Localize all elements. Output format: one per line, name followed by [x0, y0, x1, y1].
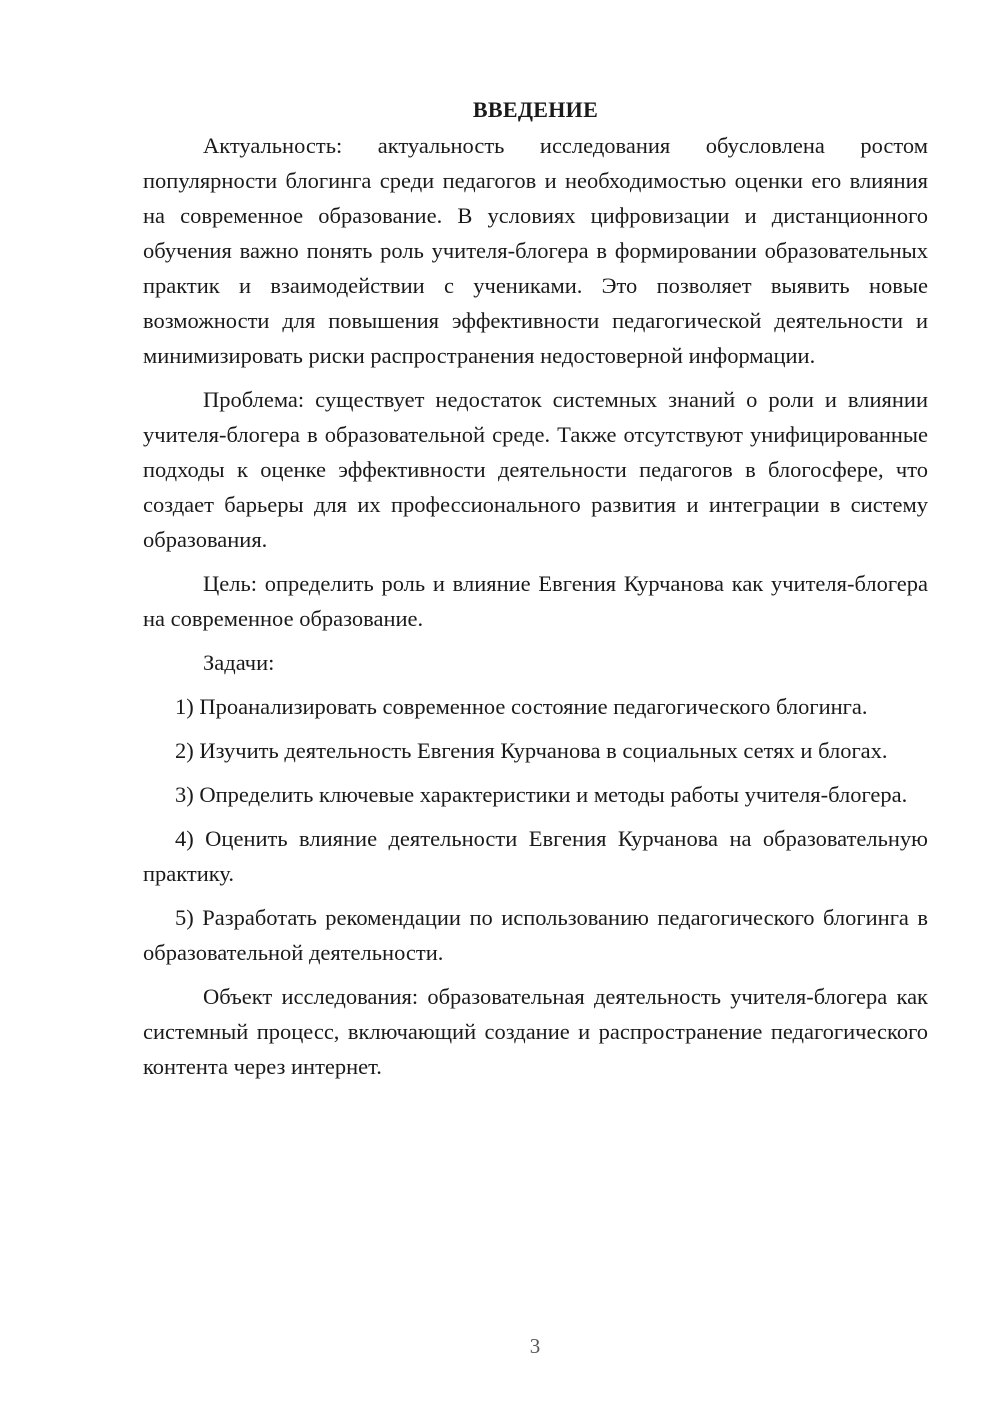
object-paragraph: Объект исследования: образовательная деятельность учителя-блогера как системный процесс, включающий создание и распространение педагогического контента через интернет. [143, 984, 928, 1079]
page-number: 3 [529, 1334, 541, 1358]
goal-paragraph: Цель: определить роль и влияние Евгения Курчанова как учителя-блогера на современное образование. [143, 571, 928, 631]
relevance-paragraph: Актуальность: актуальность исследования обусловлена ростом популярности блогинга среди педагогов и необходимостью оценки его влияния на современное образование. В условиях цифровизации и дистанционного обучения важно понять роль учителя-блогера в формировании образовательных практик и взаимодействии с учениками. Это позволяет выявить новые возможности для повышения эффективности педагогической деятельности и минимизировать риски распространения недостоверной информации. [143, 133, 928, 368]
task-item-1: 1) Проанализировать современное состояние педагогического блогинга. [175, 694, 868, 719]
document-page [143, 95, 928, 1093]
task-item-2: 2) Изучить деятельность Евгения Курчанова в социальных сетях и блогах. [175, 738, 888, 763]
task-item-4: 4) Оценить влияние деятельности Евгения Курчанова на образовательную практику. [143, 826, 928, 886]
tasks-heading: Задачи: [203, 650, 275, 675]
task-item-3: 3) Определить ключевые характеристики и методы работы учителя-блогера. [175, 782, 908, 807]
task-item-5: 5) Разработать рекомендации по использованию педагогического блогинга в образовательной деятельности. [143, 905, 928, 965]
section-title: ВВЕДЕНИЕ [472, 97, 599, 122]
problem-paragraph: Проблема: существует недостаток системных знаний о роли и влиянии учителя-блогера в образовательной среде. Также отсутствуют унифицированные подходы к оценке эффективности деятельности педагогов в блогосфере, что создает барьеры для их профессионального развития и интеграции в систему образования. [143, 387, 928, 552]
